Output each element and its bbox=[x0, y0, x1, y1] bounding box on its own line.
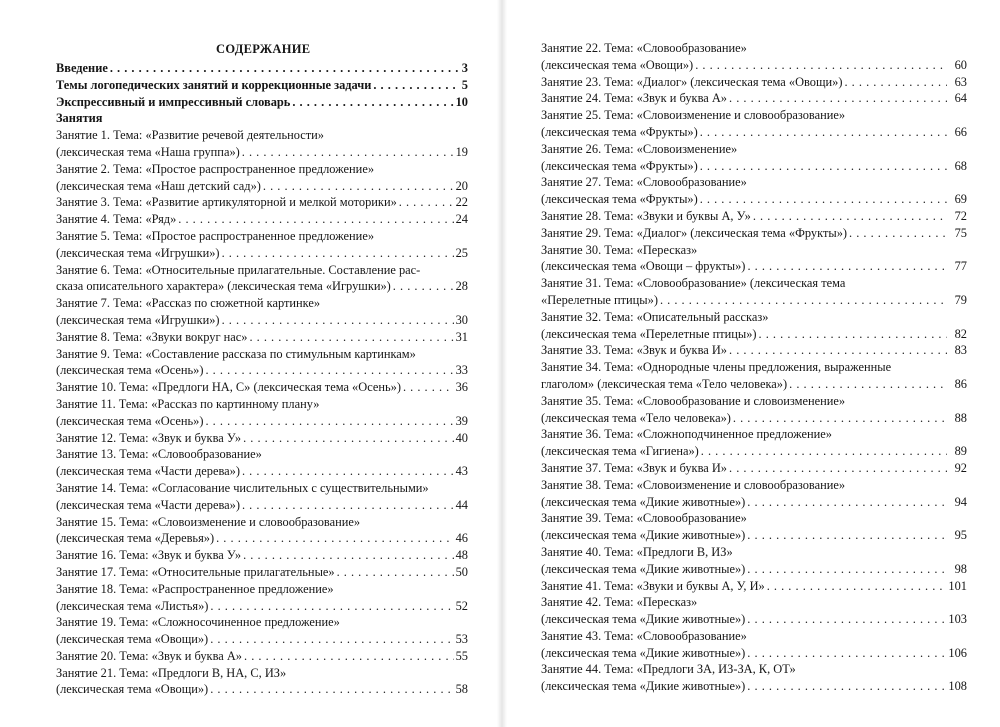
toc-entry-text: (лексическая тема «Фрукты») bbox=[541, 158, 698, 173]
toc-entry bbox=[541, 225, 967, 242]
toc-entry-page: 19 bbox=[455, 144, 468, 159]
dot-leader bbox=[247, 329, 453, 346]
toc-entry bbox=[541, 443, 967, 460]
toc-entry-text: Занятие 38. Тема: «Словоизменение и словообразование» bbox=[541, 477, 846, 492]
toc-entry bbox=[56, 631, 468, 648]
dot-leader bbox=[698, 124, 947, 141]
toc-entry-page: 101 bbox=[948, 578, 967, 593]
dot-leader bbox=[745, 527, 947, 544]
toc-entry bbox=[56, 396, 468, 413]
toc-entry-page: 58 bbox=[455, 682, 468, 697]
toc-entry bbox=[56, 346, 468, 363]
toc-entry bbox=[56, 681, 468, 698]
toc-entry-text: (лексическая тема «Части дерева») bbox=[56, 464, 240, 479]
toc-entry-page: 53 bbox=[455, 632, 468, 647]
toc-entry-text: (лексическая тема «Игрушки») bbox=[56, 312, 220, 327]
toc-entry-page: 5 bbox=[461, 77, 468, 92]
toc-entry bbox=[56, 581, 468, 598]
toc-entry bbox=[541, 527, 967, 544]
toc-entry bbox=[541, 242, 967, 259]
toc-entry bbox=[541, 494, 967, 511]
toc-entry-text: Занятие 11. Тема: «Рассказ по картинному плану» bbox=[56, 396, 320, 411]
toc-entry-page: 31 bbox=[455, 329, 468, 344]
toc-entry-page: 55 bbox=[455, 648, 468, 663]
toc-entry-page: 88 bbox=[954, 410, 967, 425]
toc-entry bbox=[56, 262, 468, 279]
toc-entry-text: (лексическая тема «Деревья») bbox=[56, 531, 215, 546]
toc-entry-text: Занятие 26. Тема: «Словоизменение» bbox=[541, 141, 738, 156]
toc-entry bbox=[541, 678, 967, 695]
toc-entry-text: Занятие 2. Тема: «Простое распространенное предложение» bbox=[56, 161, 375, 176]
toc-entry-text: (лексическая тема «Овощи») bbox=[56, 682, 209, 697]
toc-entry-text: Занятие 10. Тема: «Предлоги НА, С» (лексическая тема «Осень») bbox=[56, 380, 401, 395]
toc-entry-text: (лексическая тема «Дикие животные») bbox=[541, 679, 746, 694]
dot-leader bbox=[240, 144, 454, 161]
toc-entry-page: 77 bbox=[954, 259, 967, 274]
toc-entry bbox=[541, 661, 967, 678]
toc-entry bbox=[541, 124, 967, 141]
toc-entry bbox=[541, 426, 967, 443]
dot-leader bbox=[208, 631, 453, 648]
toc-entries-right bbox=[541, 40, 967, 695]
toc-entry-page: 106 bbox=[948, 645, 967, 660]
toc-entry-text: Занятие 7. Тема: «Рассказ по сюжетной картинке» bbox=[56, 296, 321, 311]
toc-entry bbox=[56, 127, 468, 144]
toc-entry-text: Занятие 1. Тема: «Развитие речевой деятельности» bbox=[56, 128, 325, 143]
toc-entry-text: Занятие 36. Тема: «Сложноподчиненное предложение» bbox=[541, 427, 832, 442]
toc-entry bbox=[56, 312, 468, 329]
toc-entry bbox=[56, 648, 468, 665]
toc-entry-page: 10 bbox=[455, 94, 468, 109]
dot-leader bbox=[241, 430, 454, 447]
toc-entry-text: (лексическая тема «Части дерева») bbox=[56, 497, 240, 512]
toc-entry bbox=[541, 578, 967, 595]
dot-leader bbox=[658, 292, 947, 309]
dot-leader bbox=[240, 497, 454, 514]
dot-leader bbox=[745, 561, 947, 578]
dot-leader bbox=[745, 611, 946, 628]
toc-entry bbox=[56, 60, 468, 77]
toc-entry bbox=[56, 161, 468, 178]
toc-entry bbox=[541, 174, 967, 191]
toc-entry-text: Занятие 34. Тема: «Однородные члены предложения, выраженные bbox=[541, 360, 892, 375]
toc-entry-text: (лексическая тема «Перелетные птицы») bbox=[541, 326, 757, 341]
toc-entry bbox=[56, 530, 468, 547]
toc-entry bbox=[56, 295, 468, 312]
toc-entry bbox=[541, 645, 967, 662]
dot-leader bbox=[842, 74, 947, 91]
toc-entry bbox=[541, 393, 967, 410]
toc-entry-page: 82 bbox=[954, 326, 967, 341]
toc-entry bbox=[56, 614, 468, 631]
toc-entry-text: Занятие 4. Тема: «Ряд» bbox=[56, 212, 177, 227]
toc-entry bbox=[541, 292, 967, 309]
toc-entry-page: 28 bbox=[455, 279, 468, 294]
dot-leader bbox=[176, 211, 453, 228]
toc-entry-page: 43 bbox=[455, 464, 468, 479]
toc-entry-text: Занятие 22. Тема: «Словообразование» bbox=[541, 41, 747, 55]
toc-entry-page: 75 bbox=[954, 225, 967, 240]
toc-entry-page: 20 bbox=[455, 178, 468, 193]
dot-leader bbox=[391, 278, 454, 295]
toc-entry-page: 36 bbox=[455, 380, 468, 395]
dot-leader bbox=[757, 326, 947, 343]
toc-entry-text: сказа описательного характера» (лексическая тема «Игрушки») bbox=[56, 279, 391, 294]
dot-leader bbox=[727, 342, 947, 359]
dot-leader bbox=[220, 312, 454, 329]
toc-entry bbox=[541, 191, 967, 208]
toc-entry-text: Занятие 24. Тема: «Звук и буква А» bbox=[541, 91, 728, 106]
toc-entry bbox=[56, 77, 468, 94]
toc-entry bbox=[56, 430, 468, 447]
toc-entry bbox=[56, 446, 468, 463]
toc-entry-page: 92 bbox=[954, 460, 967, 475]
toc-entry bbox=[56, 514, 468, 531]
toc-entry-text: (лексическая тема «Фрукты») bbox=[541, 192, 698, 207]
dot-leader bbox=[240, 463, 454, 480]
toc-entry-text: Занятие 25. Тема: «Словоизменение и словообразование» bbox=[541, 108, 846, 123]
dot-leader bbox=[242, 648, 454, 665]
dot-leader bbox=[745, 678, 946, 695]
toc-entry-page: 79 bbox=[954, 292, 967, 307]
toc-entry bbox=[541, 258, 967, 275]
toc-entry-text: Занятие 44. Тема: «Предлоги ЗА, ИЗ-ЗА, К, ОТ» bbox=[541, 662, 796, 677]
toc-entry bbox=[541, 594, 967, 611]
toc-entry bbox=[541, 208, 967, 225]
toc-entry bbox=[56, 211, 468, 228]
toc-entry-text: Занятие 31. Тема: «Словообразование» (лексическая тема bbox=[541, 276, 846, 291]
toc-entry bbox=[541, 611, 967, 628]
toc-entry bbox=[56, 329, 468, 346]
toc-entry-page: 72 bbox=[954, 208, 967, 223]
toc-entry bbox=[541, 628, 967, 645]
dot-leader bbox=[693, 57, 947, 74]
toc-entry-text: Занятие 6. Тема: «Относительные прилагательные. Составление рас- bbox=[56, 262, 421, 277]
toc-entry bbox=[541, 544, 967, 561]
toc-entry-page: 64 bbox=[954, 91, 967, 106]
toc-entry bbox=[56, 178, 468, 195]
toc-entry bbox=[541, 510, 967, 527]
toc-entry-page: 69 bbox=[954, 192, 967, 207]
toc-entry bbox=[541, 342, 967, 359]
toc-entry bbox=[541, 57, 967, 74]
toc-entry-page: 40 bbox=[455, 430, 468, 445]
toc-entry-text: Занятие 21. Тема: «Предлоги В, НА, С, ИЗ» bbox=[56, 665, 287, 680]
toc-entry bbox=[56, 547, 468, 564]
toc-entry-text: (лексическая тема «Фрукты») bbox=[541, 124, 698, 139]
toc-entry-page: 46 bbox=[455, 531, 468, 546]
toc-entry-text: Занятия bbox=[56, 111, 103, 126]
toc-entry-page: 66 bbox=[954, 124, 967, 139]
toc-entry-page: 22 bbox=[455, 195, 468, 210]
toc-entry-text: (лексическая тема «Наша группа») bbox=[56, 144, 240, 159]
toc-entry-text: Занятие 32. Тема: «Описательный рассказ» bbox=[541, 309, 769, 324]
toc-entry bbox=[541, 410, 967, 427]
toc-entry-page: 44 bbox=[455, 497, 468, 512]
dot-leader bbox=[214, 530, 454, 547]
dot-leader bbox=[108, 60, 460, 77]
toc-entry-page: 50 bbox=[455, 564, 468, 579]
toc-entry-text: «Перелетные птицы») bbox=[541, 292, 658, 307]
toc-entry-page: 52 bbox=[455, 598, 468, 613]
dot-leader bbox=[765, 578, 947, 595]
toc-entry-text: Занятие 18. Тема: «Распространенное предложение» bbox=[56, 581, 334, 596]
toc-entry bbox=[56, 278, 468, 295]
dot-leader bbox=[745, 645, 946, 662]
dot-leader bbox=[208, 598, 453, 615]
dot-leader bbox=[335, 564, 454, 581]
dot-leader bbox=[401, 379, 454, 396]
toc-entry bbox=[541, 460, 967, 477]
toc-entry bbox=[56, 497, 468, 514]
toc-entry-text: Занятие 13. Тема: «Словообразование» bbox=[56, 447, 262, 462]
toc-entry-text: Занятие 20. Тема: «Звук и буква А» bbox=[56, 648, 243, 663]
toc-entry-page: 60 bbox=[954, 57, 967, 72]
toc-entry bbox=[541, 326, 967, 343]
toc-entry-page: 83 bbox=[954, 343, 967, 358]
toc-entry-text: Занятие 12. Тема: «Звук и буква У» bbox=[56, 430, 242, 445]
toc-entry bbox=[541, 275, 967, 292]
dot-leader bbox=[699, 443, 947, 460]
toc-entry-page: 94 bbox=[954, 494, 967, 509]
toc-entry bbox=[541, 359, 967, 376]
toc-entry-text: Занятие 30. Тема: «Пересказ» bbox=[541, 242, 698, 257]
toc-entry-text: Занятие 17. Тема: «Относительные прилагательные» bbox=[56, 564, 335, 579]
toc-entry bbox=[56, 379, 468, 396]
dot-leader bbox=[745, 494, 947, 511]
toc-entry-text: Темы логопедических занятий и коррекционные задачи bbox=[56, 77, 372, 92]
dot-leader bbox=[727, 460, 947, 477]
toc-entry bbox=[56, 110, 468, 127]
toc-entry bbox=[541, 141, 967, 158]
toc-entry bbox=[56, 144, 468, 161]
toc-entry-text: Занятие 35. Тема: «Словообразование и словоизменение» bbox=[541, 393, 846, 408]
toc-entry-text: Занятие 33. Тема: «Звук и буква И» bbox=[541, 343, 728, 358]
toc-entry bbox=[56, 245, 468, 262]
toc-entries-left bbox=[56, 60, 468, 698]
toc-entry bbox=[541, 376, 967, 393]
toc-entry-text: Занятие 19. Тема: «Сложносочиненное предложение» bbox=[56, 615, 340, 630]
toc-entry-page: 103 bbox=[948, 612, 967, 627]
toc-entry-page: 30 bbox=[455, 312, 468, 327]
toc-entry-page: 24 bbox=[455, 212, 468, 227]
toc-entry-text: Занятие 23. Тема: «Диалог» (лексическая тема «Овощи») bbox=[541, 74, 843, 89]
toc-entry-page: 98 bbox=[954, 561, 967, 576]
toc-entry-text: (лексическая тема «Овощи») bbox=[56, 632, 209, 647]
toc-entry bbox=[56, 362, 468, 379]
dot-leader bbox=[847, 225, 947, 242]
toc-entry-text: (лексическая тема «Гигиена») bbox=[541, 444, 699, 459]
toc-entry bbox=[541, 90, 967, 107]
toc-entry-page: 48 bbox=[455, 548, 468, 563]
toc-entry bbox=[541, 40, 967, 57]
toc-entry-page: 86 bbox=[954, 376, 967, 391]
toc-entry-text: Занятие 37. Тема: «Звук и буква И» bbox=[541, 460, 728, 475]
toc-entry-page: 95 bbox=[954, 528, 967, 543]
dot-leader bbox=[745, 258, 947, 275]
toc-entry-text: Занятие 41. Тема: «Звуки и буквы А, У, И» bbox=[541, 578, 765, 593]
dot-leader bbox=[787, 376, 947, 393]
toc-entry bbox=[56, 228, 468, 245]
dot-leader bbox=[220, 245, 454, 262]
toc-entry-text: (лексическая тема «Дикие животные») bbox=[541, 612, 746, 627]
toc-entry-page: 68 bbox=[954, 158, 967, 173]
toc-entry-text: (лексическая тема «Тело человека») bbox=[541, 410, 731, 425]
toc-entry bbox=[56, 480, 468, 497]
toc-entry-text: Занятие 42. Тема: «Пересказ» bbox=[541, 595, 698, 610]
toc-entry-text: (лексическая тема «Листья») bbox=[56, 598, 209, 613]
toc-entry-text: Занятие 3. Тема: «Развитие артикуляторной и мелкой моторики» bbox=[56, 195, 397, 210]
toc-entry-text: Занятие 29. Тема: «Диалог» (лексическая тема «Фрукты») bbox=[541, 225, 848, 240]
toc-entry-text: (лексическая тема «Дикие животные») bbox=[541, 494, 746, 509]
toc-entry-text: (лексическая тема «Осень») bbox=[56, 363, 204, 378]
toc-entry-text: (лексическая тема «Дикие животные») bbox=[541, 645, 746, 660]
toc-entry-text: Занятие 27. Тема: «Словообразование» bbox=[541, 175, 747, 190]
toc-entry-page: 33 bbox=[455, 363, 468, 378]
toc-entry-text: (лексическая тема «Дикие животные») bbox=[541, 528, 746, 543]
dot-leader bbox=[698, 191, 947, 208]
toc-entry-text: (лексическая тема «Игрушки») bbox=[56, 245, 220, 260]
toc-entry-text: (лексическая тема «Овощи – фрукты») bbox=[541, 259, 746, 274]
toc-entry-text: Введение bbox=[56, 61, 108, 75]
toc-entry-page: 25 bbox=[455, 245, 468, 260]
dot-leader bbox=[290, 94, 453, 111]
toc-title: СОДЕРЖАНИЕ bbox=[216, 42, 311, 56]
dot-leader bbox=[751, 208, 947, 225]
dot-leader bbox=[727, 90, 947, 107]
toc-entry bbox=[56, 94, 468, 111]
dot-leader bbox=[261, 178, 454, 195]
toc-entry-text: Занятие 43. Тема: «Словообразование» bbox=[541, 628, 747, 643]
toc-entry-page: 63 bbox=[954, 74, 967, 89]
toc-entry-text: (лексическая тема «Наш детский сад») bbox=[56, 178, 261, 193]
toc-entry-page: 108 bbox=[948, 679, 967, 694]
toc-entry-text: Занятие 5. Тема: «Простое распространенное предложение» bbox=[56, 228, 375, 243]
toc-entry-text: Занятие 8. Тема: «Звуки вокруг нас» bbox=[56, 329, 248, 344]
toc-entry-text: Занятие 14. Тема: «Согласование числительных с существительными» bbox=[56, 480, 429, 495]
toc-entry-text: Занятие 16. Тема: «Звук и буква У» bbox=[56, 548, 242, 563]
toc-entry-page: 39 bbox=[455, 413, 468, 428]
book-gutter bbox=[497, 0, 507, 727]
dot-leader bbox=[241, 547, 454, 564]
toc-entry-text: Занятие 15. Тема: «Словоизменение и словообразование» bbox=[56, 514, 361, 529]
dot-leader bbox=[698, 158, 947, 175]
toc-entry bbox=[56, 413, 468, 430]
toc-entry bbox=[56, 665, 468, 682]
toc-entry bbox=[541, 561, 967, 578]
toc-entry-text: (лексическая тема «Осень») bbox=[56, 413, 204, 428]
dot-leader bbox=[731, 410, 947, 427]
toc-entry-page: 3 bbox=[461, 61, 468, 75]
toc-entry bbox=[541, 477, 967, 494]
toc-entry bbox=[541, 309, 967, 326]
toc-entry-text: глаголом» (лексическая тема «Тело человека») bbox=[541, 376, 788, 391]
dot-leader bbox=[203, 413, 453, 430]
dot-leader bbox=[208, 681, 453, 698]
toc-entry-text: Занятие 39. Тема: «Словообразование» bbox=[541, 511, 747, 526]
toc-entry bbox=[541, 107, 967, 124]
toc-entry bbox=[56, 463, 468, 480]
toc-entry bbox=[541, 74, 967, 91]
toc-entry-text: Занятие 40. Тема: «Предлоги В, ИЗ» bbox=[541, 544, 733, 559]
toc-entry bbox=[56, 564, 468, 581]
toc-entry bbox=[56, 194, 468, 211]
toc-entry bbox=[541, 158, 967, 175]
toc-entry-text: Экспрессивный и импрессивный словарь bbox=[56, 94, 291, 109]
toc-entry-text: (лексическая тема «Овощи») bbox=[541, 57, 694, 72]
toc-entry-text: (лексическая тема «Дикие животные») bbox=[541, 561, 746, 576]
dot-leader bbox=[371, 77, 459, 94]
toc-entry-text: Занятие 28. Тема: «Звуки и буквы А, У» bbox=[541, 208, 751, 223]
toc-entry-page: 89 bbox=[954, 444, 967, 459]
dot-leader bbox=[203, 362, 453, 379]
toc-entry bbox=[56, 598, 468, 615]
dot-leader bbox=[397, 194, 454, 211]
toc-entry-text: Занятие 9. Тема: «Составление рассказа по стимульным картинкам» bbox=[56, 346, 416, 361]
